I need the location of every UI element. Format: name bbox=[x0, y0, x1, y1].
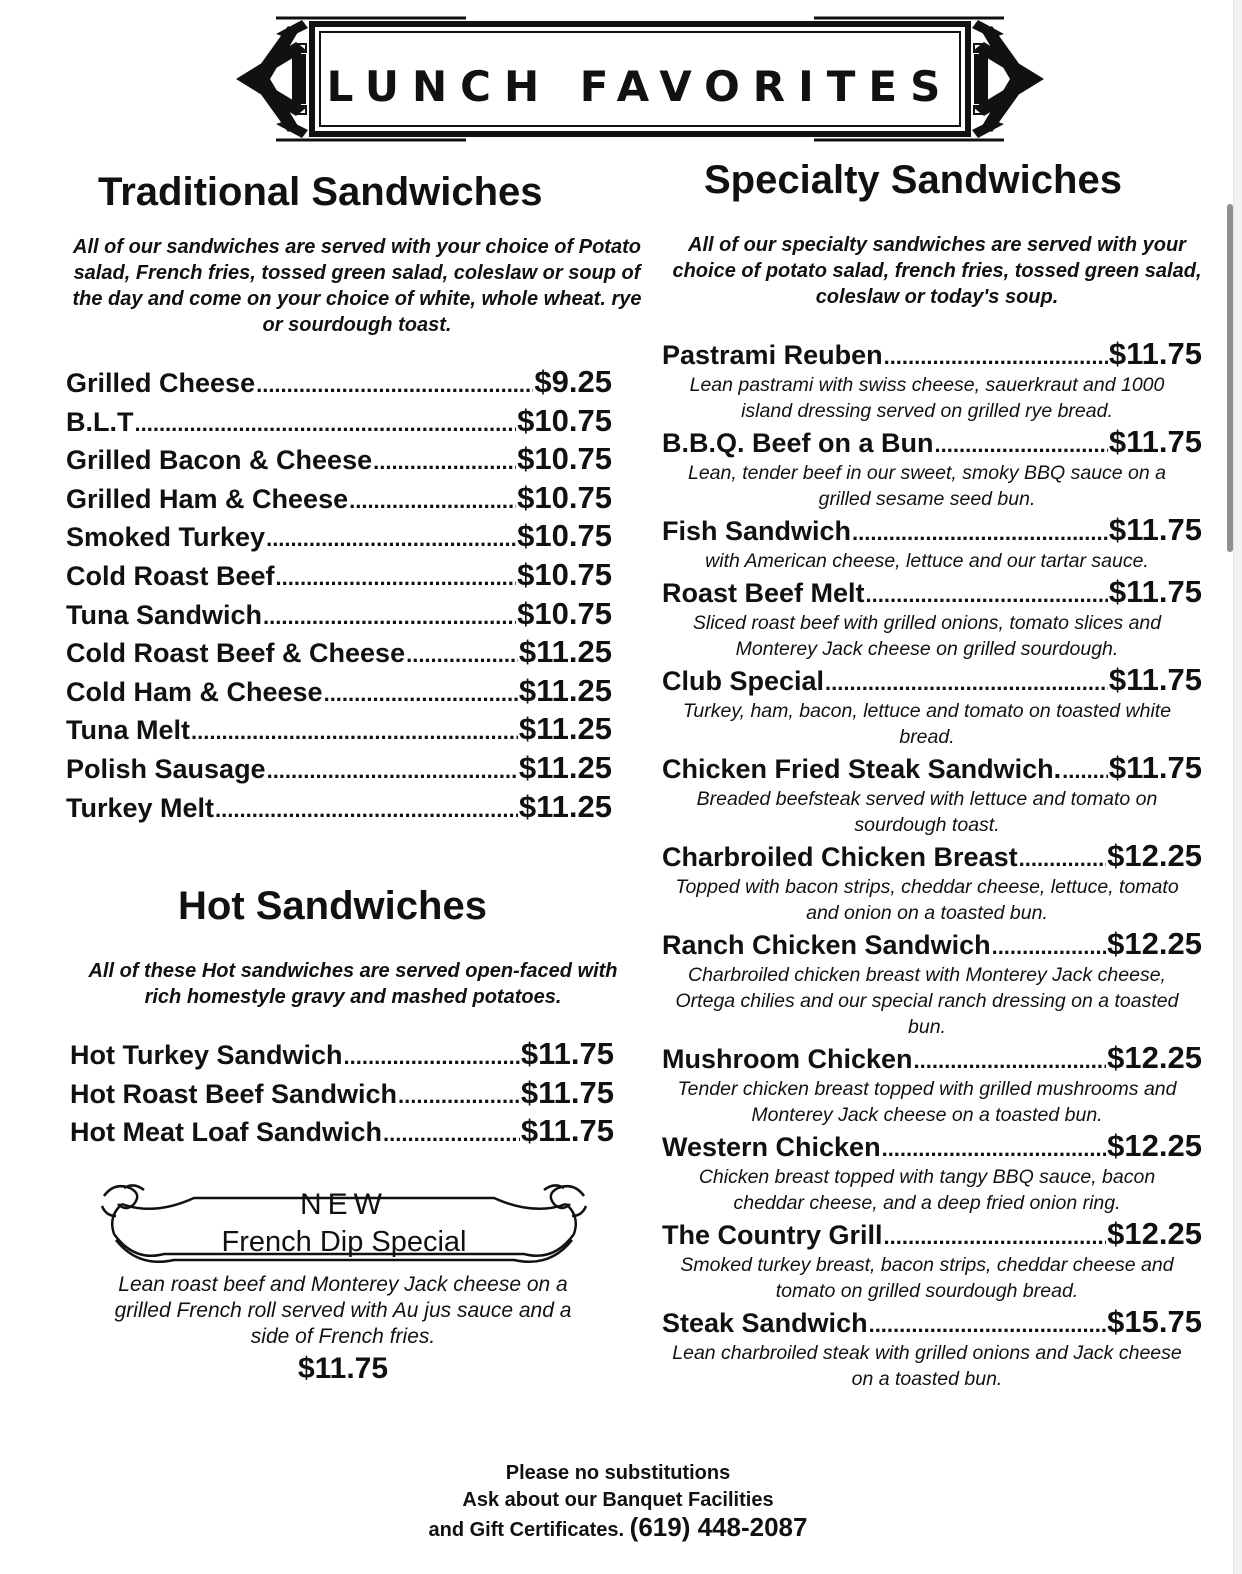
menu-item-name: Grilled Cheese bbox=[66, 368, 256, 398]
specialty-description: All of our specialty sandwiches are served with your choice of potato salad, french fries, tossed green salad, coleslaw or today's soup. bbox=[672, 234, 1202, 308]
dot-leader bbox=[373, 449, 516, 475]
menu-item-name: Hot Roast Beef Sandwich bbox=[70, 1078, 398, 1109]
hot-title: Hot Sandwiches bbox=[178, 884, 487, 928]
dot-leader bbox=[324, 681, 518, 707]
dot-leader bbox=[191, 719, 518, 745]
menu-item bbox=[66, 480, 612, 519]
menu-item-name: Grilled Ham & Cheese bbox=[66, 483, 349, 514]
specialty-item-price: $15.75 bbox=[1107, 1304, 1202, 1339]
menu-item-name: Turkey Melt bbox=[66, 792, 215, 823]
menu-item-name: Cold Ham & Cheese bbox=[66, 676, 323, 707]
hot-list bbox=[70, 1036, 614, 1152]
specialty-item-header bbox=[662, 1040, 1202, 1076]
page-title: LUNCH FAVORITES bbox=[326, 62, 954, 111]
specialty-item bbox=[662, 574, 1202, 662]
footer bbox=[308, 1460, 928, 1544]
dot-leader bbox=[256, 372, 533, 398]
specialty-item-name: Mushroom Chicken bbox=[662, 1044, 913, 1074]
footer-banquet: Ask about our Banquet Facilities bbox=[462, 1489, 774, 1511]
dot-leader bbox=[1019, 846, 1107, 872]
menu-item-price: $10.75 bbox=[517, 479, 612, 515]
specialty-item bbox=[662, 1304, 1202, 1392]
menu-item-name: Polish Sausage bbox=[66, 753, 266, 784]
specialty-item-name: Western Chicken bbox=[662, 1132, 881, 1162]
menu-item bbox=[66, 364, 612, 403]
specialty-item bbox=[662, 1128, 1202, 1216]
specialty-item-price: $12.25 bbox=[1107, 838, 1202, 873]
specialty-item bbox=[662, 926, 1202, 1040]
dot-leader bbox=[992, 934, 1107, 960]
menu-item bbox=[66, 518, 612, 557]
specialty-item-header bbox=[662, 838, 1202, 874]
specialty-item-header bbox=[662, 1216, 1202, 1252]
specialty-item-description: Topped with bacon strips, cheddar cheese, lettuce, tomato and onion on a toasted bun. bbox=[675, 876, 1179, 924]
header-banner bbox=[236, 14, 1044, 144]
menu-item bbox=[66, 634, 612, 673]
menu-item-name: Hot Turkey Sandwich bbox=[70, 1040, 343, 1070]
special-ribbon bbox=[94, 1176, 594, 1276]
menu-item-name: Hot Meat Loaf Sandwich bbox=[70, 1117, 383, 1148]
specialty-item-name: Chicken Fried Steak Sandwich. bbox=[662, 754, 1062, 784]
dot-leader bbox=[263, 604, 516, 630]
special-badge: NEW bbox=[300, 1188, 388, 1221]
specialty-item-name: Steak Sandwich bbox=[662, 1308, 868, 1338]
specialty-item-price: $11.75 bbox=[1108, 512, 1202, 547]
dot-leader bbox=[135, 411, 517, 437]
dot-leader bbox=[852, 520, 1108, 546]
hot-description: All of these Hot sandwiches are served open-faced with rich homestyle gravy and mashed potatoes. bbox=[88, 960, 618, 1008]
specialty-item bbox=[662, 336, 1202, 424]
menu-page bbox=[8, 0, 1230, 1574]
dot-leader bbox=[825, 670, 1108, 696]
menu-item bbox=[66, 673, 612, 712]
specialty-list bbox=[662, 336, 1202, 1392]
specialty-item-name: Pastrami Reuben bbox=[662, 340, 883, 370]
specialty-item-name: B.B.Q. Beef on a Bun bbox=[662, 428, 934, 458]
specialty-item-description: Breaded beefsteak served with lettuce and tomato on sourdough toast. bbox=[696, 788, 1158, 836]
dot-leader bbox=[884, 344, 1108, 370]
menu-item-name: Grilled Bacon & Cheese bbox=[66, 445, 373, 476]
dot-leader bbox=[935, 432, 1108, 458]
specialty-item bbox=[662, 750, 1202, 838]
specialty-item-price: $12.25 bbox=[1107, 1216, 1202, 1251]
dot-leader bbox=[215, 797, 518, 823]
menu-item-price: $11.25 bbox=[518, 711, 612, 747]
menu-item-price: $9.25 bbox=[534, 364, 612, 399]
specialty-item-price: $11.75 bbox=[1108, 336, 1202, 371]
menu-item-name: Cold Roast Beef bbox=[66, 560, 275, 591]
scrollbar[interactable] bbox=[1227, 204, 1233, 552]
menu-item-name: B.L.T bbox=[66, 406, 134, 437]
menu-item-name: Tuna Melt bbox=[66, 715, 190, 746]
footer-gift: and Gift Certificates. bbox=[428, 1519, 625, 1541]
menu-item bbox=[66, 441, 612, 480]
menu-item bbox=[70, 1113, 614, 1152]
dot-leader bbox=[1062, 758, 1108, 784]
specialty-item bbox=[662, 512, 1202, 574]
specialty-item-price: $12.25 bbox=[1107, 926, 1202, 961]
specialty-item-name: Club Special bbox=[662, 666, 825, 696]
menu-item-name: Smoked Turkey bbox=[66, 522, 266, 553]
specialty-item-description: Tender chicken breast topped with grilled mushrooms and Monterey Jack cheese on a toasted bun. bbox=[677, 1078, 1177, 1126]
specialty-item-price: $11.75 bbox=[1108, 662, 1202, 697]
specialty-item-description: Chicken breast topped with tangy BBQ sauce, bacon cheddar cheese, and a deep fried onion ring. bbox=[698, 1166, 1156, 1214]
footer-gift-line bbox=[308, 1514, 928, 1544]
specialty-item-price: $12.25 bbox=[1107, 1128, 1202, 1163]
specialty-item-header bbox=[662, 1128, 1202, 1164]
specialty-item-price: $11.75 bbox=[1108, 574, 1202, 609]
dot-leader bbox=[882, 1136, 1107, 1162]
specialty-item-header bbox=[662, 424, 1202, 460]
dot-leader bbox=[914, 1048, 1107, 1074]
specialty-item-description: Lean charbroiled steak with grilled onions and Jack cheese on a toasted bun. bbox=[672, 1342, 1182, 1390]
menu-item-price: $11.25 bbox=[518, 634, 612, 670]
dot-leader bbox=[884, 1224, 1107, 1250]
traditional-list bbox=[66, 364, 612, 827]
specialty-item-header bbox=[662, 512, 1202, 548]
menu-item-price: $11.25 bbox=[518, 672, 612, 708]
dot-leader bbox=[866, 582, 1108, 608]
menu-item-name: Cold Roast Beef & Cheese bbox=[66, 638, 406, 669]
menu-item-price: $11.25 bbox=[518, 749, 612, 785]
specialty-item-description: with American cheese, lettuce and our tartar sauce. bbox=[705, 550, 1149, 572]
menu-item bbox=[70, 1075, 614, 1114]
page-edge bbox=[1233, 0, 1242, 1574]
footer-substitutions: Please no substitutions bbox=[505, 1462, 731, 1484]
specialty-title: Specialty Sandwiches bbox=[704, 158, 1122, 202]
dot-leader bbox=[349, 488, 516, 514]
specialty-item-name: Charbroiled Chicken Breast bbox=[662, 842, 1018, 872]
menu-item-price: $11.25 bbox=[518, 788, 612, 824]
menu-item bbox=[66, 750, 612, 789]
special-price: $11.75 bbox=[297, 1352, 389, 1385]
menu-item bbox=[66, 403, 612, 442]
dot-leader bbox=[267, 758, 518, 784]
dot-leader bbox=[398, 1083, 520, 1109]
special-title: French Dip Special bbox=[221, 1226, 467, 1258]
specialty-item-description: Charbroiled chicken breast with Monterey Jack cheese, Ortega chilies and our special ranch dressing on a toasted bun. bbox=[675, 964, 1179, 1038]
specialty-item-name: Roast Beef Melt bbox=[662, 578, 865, 608]
traditional-title: Traditional Sandwiches bbox=[98, 170, 543, 214]
specialty-item bbox=[662, 424, 1202, 512]
special-description: Lean roast beef and Monterey Jack cheese on a grilled French roll served with Au jus sauce and a side of French fries. bbox=[114, 1273, 572, 1348]
dot-leader bbox=[869, 1312, 1107, 1338]
specialty-item-header bbox=[662, 1304, 1202, 1340]
menu-item-price: $10.75 bbox=[517, 595, 612, 631]
specialty-item-name: Fish Sandwich bbox=[662, 516, 852, 546]
specialty-item bbox=[662, 1216, 1202, 1304]
specialty-item-description: Lean, tender beef in our sweet, smoky BBQ sauce on a grilled sesame seed bun. bbox=[687, 462, 1167, 510]
menu-item bbox=[66, 789, 612, 828]
menu-item-price: $10.75 bbox=[517, 441, 612, 477]
specialty-item-header bbox=[662, 750, 1202, 786]
menu-item bbox=[66, 711, 612, 750]
specialty-item-header bbox=[662, 574, 1202, 610]
specialty-item bbox=[662, 662, 1202, 750]
dot-leader bbox=[406, 642, 518, 668]
footer-phone: (619) 448-2087 bbox=[629, 1512, 808, 1542]
specialty-item-price: $11.75 bbox=[1108, 424, 1202, 459]
specialty-item-header bbox=[662, 926, 1202, 962]
specialty-item-description: Smoked turkey breast, bacon strips, cheddar cheese and tomato on grilled sourdough bread. bbox=[680, 1254, 1174, 1302]
specialty-item-price: $11.75 bbox=[1108, 750, 1202, 785]
menu-item-price: $11.75 bbox=[520, 1036, 614, 1071]
menu-item-price: $10.75 bbox=[517, 402, 612, 438]
menu-item-price: $10.75 bbox=[517, 518, 612, 554]
dot-leader bbox=[276, 565, 517, 591]
specialty-item-name: Ranch Chicken Sandwich bbox=[662, 930, 991, 960]
specialty-item-description: Turkey, ham, bacon, lettuce and tomato on toasted white bread. bbox=[682, 700, 1172, 748]
specialty-item-price: $12.25 bbox=[1107, 1040, 1202, 1075]
specialty-item-header bbox=[662, 662, 1202, 698]
menu-item-price: $10.75 bbox=[517, 556, 612, 592]
specialty-item-header bbox=[662, 336, 1202, 372]
dot-leader bbox=[344, 1044, 520, 1070]
menu-item-price: $11.75 bbox=[520, 1074, 614, 1110]
specialty-item-description: Lean pastrami with swiss cheese, sauerkraut and 1000 island dressing served on grilled rye bread. bbox=[689, 374, 1165, 422]
traditional-description: All of our sandwiches are served with your choice of Potato salad, French fries, tossed green salad, coleslaw or soup of the day and come on your choice of white, whole wheat. rye or sourdough toast. bbox=[72, 236, 642, 336]
specialty-item-description: Sliced roast beef with grilled onions, tomato slices and Monterey Jack cheese on grilled sourdough. bbox=[692, 612, 1162, 660]
specialty-item bbox=[662, 838, 1202, 926]
dot-leader bbox=[383, 1121, 520, 1147]
specialty-item-name: The Country Grill bbox=[662, 1220, 883, 1250]
specialty-item bbox=[662, 1040, 1202, 1128]
menu-item bbox=[66, 596, 612, 635]
menu-item-price: $11.75 bbox=[520, 1113, 614, 1149]
menu-item bbox=[70, 1036, 614, 1075]
menu-item-name: Tuna Sandwich bbox=[66, 599, 263, 630]
menu-item bbox=[66, 557, 612, 596]
dot-leader bbox=[266, 526, 516, 552]
